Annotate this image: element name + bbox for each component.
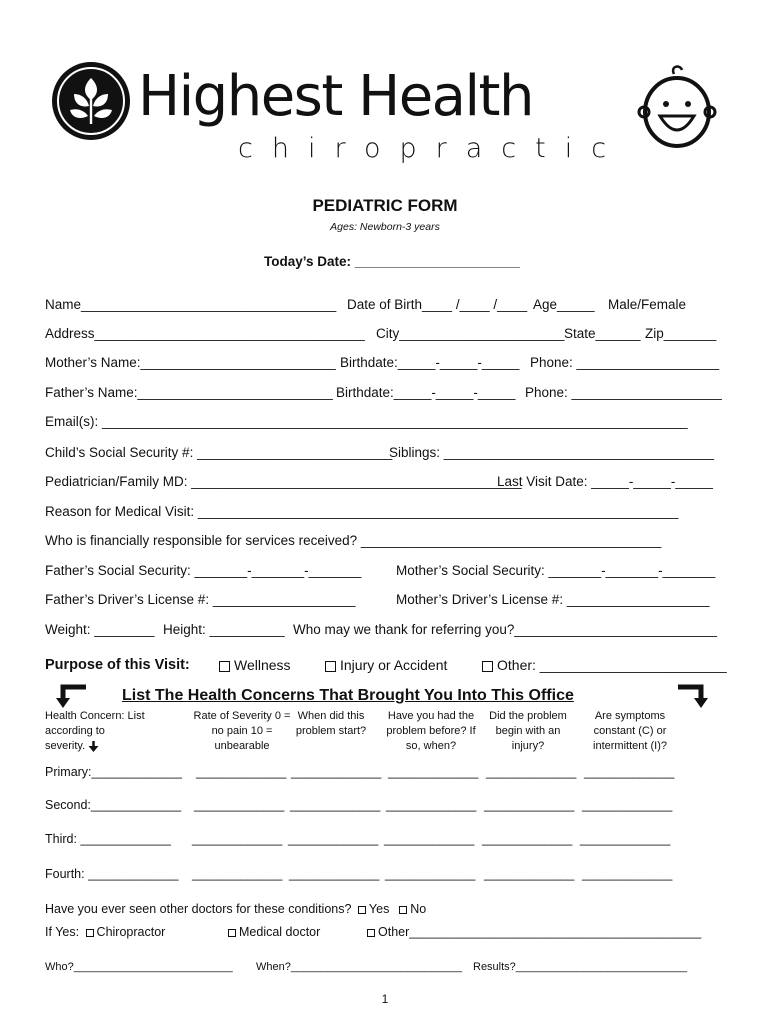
baby-face-icon <box>636 64 718 150</box>
other-doctor-checkbox[interactable] <box>367 929 375 937</box>
blank-line[interactable]: _____________ <box>196 765 287 779</box>
dob-field[interactable]: Date of Birth____ /____ /____ <box>347 297 528 312</box>
form-title: PEDIATRIC FORM <box>312 196 458 215</box>
blank-line[interactable]: _____________ <box>486 765 577 779</box>
concerns-heading: List The Health Concerns That Brought You Into This Office <box>122 687 574 704</box>
form-subtitle: Ages: Newborn-3 years <box>330 221 440 233</box>
mother-dl-field[interactable]: Mother’s Driver’s License #: ___________________ <box>396 592 710 607</box>
page-number: 1 <box>381 992 389 1006</box>
mother-phone-field[interactable]: Phone: ___________________ <box>530 355 720 370</box>
other-doctor-option[interactable] <box>364 925 701 939</box>
wellness-label: Wellness <box>234 657 291 673</box>
father-ssn-field[interactable]: Father’s Social Security: _______-_______-_______ <box>45 563 362 578</box>
blank-line[interactable]: _____________ <box>484 798 575 812</box>
injury-option[interactable] <box>325 657 447 673</box>
col-health-concern-text: Health Concern: List according to severity. <box>45 710 145 752</box>
medical-doctor-checkbox[interactable] <box>228 929 236 937</box>
blank-line[interactable]: _____________ <box>582 798 673 812</box>
concern-row-second[interactable] <box>45 798 181 812</box>
col-constant: Are symptoms constant (C) or intermittent (I)? <box>593 710 667 752</box>
reason-field[interactable]: Reason for Medical Visit: ________________________________________________________________ <box>45 504 679 519</box>
gender-field[interactable]: Male/Female <box>608 297 687 312</box>
brand-name: Highest Health <box>138 64 533 129</box>
blank-line[interactable]: _____________ <box>484 867 575 881</box>
blank-line[interactable]: _____________ <box>290 798 381 812</box>
leaf-logo-icon <box>50 60 132 142</box>
blank-line[interactable]: _____________ <box>91 765 182 779</box>
concern-row-primary[interactable] <box>45 765 182 779</box>
arrow-down-left-icon <box>54 684 88 710</box>
row-label: Primary: <box>45 765 92 779</box>
city-field[interactable]: City______________________ <box>376 326 565 341</box>
if-yes-row <box>45 925 165 939</box>
blank-line[interactable]: _____________ <box>192 832 283 846</box>
arrow-down-right-icon <box>676 684 710 710</box>
blank-line[interactable]: _____________ <box>288 832 379 846</box>
todays-date-field[interactable]: Today’s Date: ______________________ <box>264 254 520 269</box>
col-health-concern <box>45 709 145 754</box>
row-label: Second: <box>45 798 91 812</box>
blank-line[interactable]: _____________ <box>584 765 675 779</box>
siblings-field[interactable]: Siblings: ____________________________________ <box>389 445 715 460</box>
wellness-option[interactable] <box>219 657 291 673</box>
blank-line[interactable]: _____________ <box>80 832 171 846</box>
row-label: Fourth: <box>45 867 85 881</box>
referral-field[interactable]: Who may we thank for referring you?___________________________ <box>293 622 718 637</box>
mother-name-field[interactable]: Mother’s Name:__________________________ <box>45 355 336 370</box>
blank-line[interactable]: _____________ <box>385 867 476 881</box>
purpose-label: Purpose of this Visit: <box>45 657 190 673</box>
last-visit-field[interactable]: Last Visit Date: _____-_____-_____ <box>497 474 713 489</box>
state-field[interactable]: State______ <box>564 326 641 341</box>
col-had-before: Have you had the problem before? If so, when? <box>386 710 476 752</box>
no-checkbox[interactable] <box>399 906 407 914</box>
when-field[interactable]: When?____________________________ <box>256 961 463 973</box>
results-field[interactable]: Results?____________________________ <box>473 961 688 973</box>
other-label: Other: ________________________ <box>497 657 727 673</box>
col-severity: Rate of Severity 0 = no pain 10 = unbearable <box>193 710 291 752</box>
other-option[interactable] <box>482 657 727 673</box>
name-field[interactable]: Name__________________________________ <box>45 297 337 312</box>
injury-checkbox[interactable] <box>325 661 336 672</box>
father-name-field[interactable]: Father’s Name:__________________________ <box>45 385 333 400</box>
injury-label: Injury or Accident <box>340 657 448 673</box>
concern-row-third[interactable] <box>45 832 171 846</box>
who-field[interactable]: Who?__________________________ <box>45 961 233 973</box>
col-when-started: When did this problem start? <box>295 710 367 737</box>
medical-doctor-option[interactable] <box>225 925 320 939</box>
other-doctor-field[interactable]: Other__________________________________________ <box>378 925 702 939</box>
col-injury: Did the problem begin with an injury? <box>489 710 567 752</box>
medical-doctor-label: Medical doctor <box>239 925 321 939</box>
blank-line[interactable]: _____________ <box>386 798 477 812</box>
zip-field[interactable]: Zip_______ <box>645 326 717 341</box>
blank-line[interactable]: _____________ <box>192 867 283 881</box>
pediatrician-field[interactable]: Pediatrician/Family MD: ____________________________________________ <box>45 474 522 489</box>
financial-field[interactable]: Who is financially responsible for services received? ________________________________________ <box>45 533 662 548</box>
mother-ssn-field[interactable]: Mother’s Social Security: _______-_______-_______ <box>396 563 716 578</box>
blank-line[interactable]: _____________ <box>289 867 380 881</box>
wellness-checkbox[interactable] <box>219 661 230 672</box>
email-field[interactable]: Email(s): ______________________________________________________________________________ <box>45 414 688 429</box>
blank-line[interactable]: _____________ <box>291 765 382 779</box>
blank-line[interactable]: _____________ <box>384 832 475 846</box>
blank-line[interactable]: _____________ <box>88 867 179 881</box>
other-checkbox[interactable] <box>482 661 493 672</box>
if-yes-label: If Yes: <box>45 925 80 939</box>
brand-subtitle: chiropractic <box>238 133 626 164</box>
weight-field[interactable]: Weight: ________ <box>45 622 155 637</box>
blank-line[interactable]: _____________ <box>482 832 573 846</box>
no-label: No <box>410 902 427 916</box>
blank-line[interactable]: _____________ <box>90 798 182 812</box>
blank-line[interactable]: _____________ <box>582 867 673 881</box>
row-label: Third: <box>45 832 77 846</box>
height-field[interactable]: Height: __________ <box>163 622 285 637</box>
blank-line[interactable]: _____________ <box>580 832 671 846</box>
chiropractor-label: Chiropractor <box>96 925 166 939</box>
father-birthdate-field[interactable]: Birthdate:_____-_____-_____ <box>336 385 516 400</box>
concern-row-fourth[interactable] <box>45 867 178 881</box>
age-field[interactable]: Age_____ <box>533 297 595 312</box>
down-arrow-icon <box>88 741 99 752</box>
yes-checkbox[interactable] <box>358 906 366 914</box>
mother-birthdate-field[interactable]: Birthdate:_____-_____-_____ <box>340 355 520 370</box>
other-doctors-question <box>45 902 426 916</box>
question-text: Have you ever seen other doctors for these conditions? <box>45 902 352 916</box>
yes-label: Yes <box>368 902 390 916</box>
address-field[interactable]: Address____________________________________ <box>45 326 365 341</box>
child-ssn-field[interactable]: Child’s Social Security #: __________________________ <box>45 445 393 460</box>
father-dl-field[interactable]: Father’s Driver’s License #: ___________________ <box>45 592 356 607</box>
blank-line[interactable]: _____________ <box>388 765 479 779</box>
father-phone-field[interactable]: Phone: ____________________ <box>525 385 722 400</box>
chiropractor-checkbox[interactable] <box>86 929 94 937</box>
blank-line[interactable]: _____________ <box>194 798 285 812</box>
